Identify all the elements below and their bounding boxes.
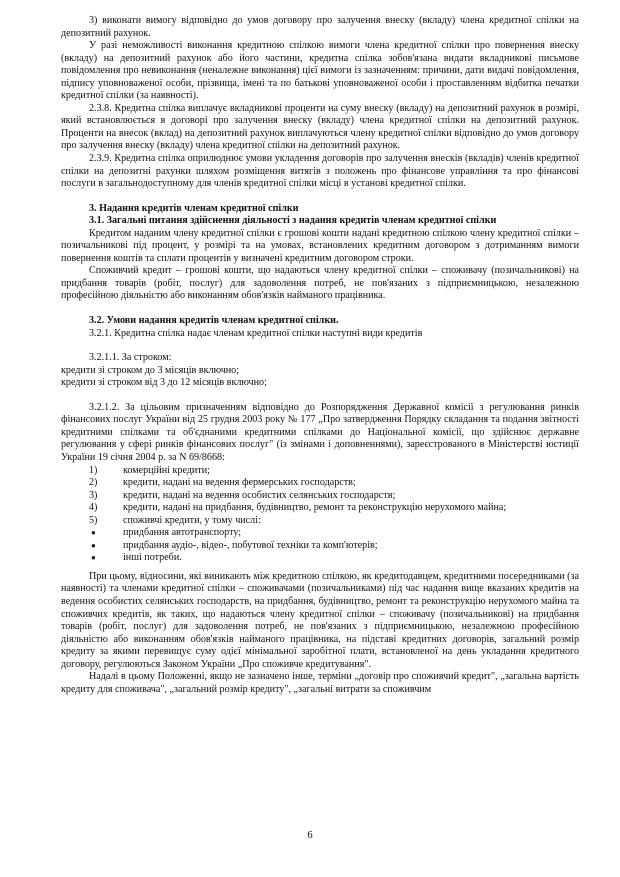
list-text: кредити, надані на ведення фермерських господарств; [123, 477, 356, 489]
list-item [61, 465, 579, 478]
list-item [61, 477, 579, 490]
bullet-icon: ● [91, 528, 96, 538]
paragraph-3-2-1-1: 3.2.1.1. За строком: [89, 352, 172, 364]
section-heading-3: 3. Надання кредитів членам кредитної спілки [89, 202, 299, 214]
list-text: споживчі кредити, у тому числі: [123, 514, 261, 526]
bullet-text: інші потреби. [123, 552, 182, 564]
list-item [61, 515, 579, 528]
term-item-1: кредити зі строком до 3 місяців включно; [61, 364, 240, 376]
consumer-subtypes-list [61, 527, 579, 565]
list-text: кредити, надані на ведення особистих селянських господарств; [123, 489, 396, 501]
list-item [61, 490, 579, 503]
list-number: 3) [89, 489, 98, 501]
paragraph-relations: При цьому, відносини, які виникають між кредитною спілкою, як кредитодавцем, кредитними посередниками (за наявності) та членами кредитної спілки – споживачами (позичальниками) під час надання вище вказаних кредитів на ведення особистих селянських господарств, на придбання, будівництво, ремонт та реконструкцію нерухомого майна та споживчих кредитів, як таких, що надаються члену кредитної спілки – споживачу (позичальникові) на придбання товарів (робіт, послуг) для задоволення потреб, не пов'язаних з підприємницькою, незалежною професійною діяльністю або виконанням обов'язків найманого працівника, на підставі кредитних договорів, загальний розмір кредиту за якими перевищує суму одієї мінімальної заробітної плати, встановленої на день укладання кредитного договору, регулюються Законом України „Про споживче кредитування". [61, 570, 579, 670]
paragraph-top-continuation: 3) виконати вимогу відповідно до умов договору про залучення внеску (вкладу) члена кредитної спілки на депозитний рахунок. [61, 15, 579, 39]
paragraph-terms: Надалі в цьому Положенні, якщо не зазначено інше, терміни „договір про споживчий кредит", „загальна вартість кредиту для споживача", „загальний розмір кредиту", „загальні витрати за споживчим [61, 671, 579, 695]
list-text: комерційні кредити; [123, 464, 210, 476]
bullet-item [61, 540, 579, 553]
bullet-icon: ● [91, 553, 96, 563]
term-item-2: кредити зі строком від 3 до 12 місяців включно; [61, 377, 267, 389]
paragraph-3-2-1: 3.2.1. Кредитна спілка надає членам кредитної спілки наступні види кредитів [89, 327, 423, 339]
subsection-heading-3-1: 3.1. Загальні питання здійснення діяльності з надання кредитів членам кредитної спілки [89, 215, 497, 227]
paragraph-credit-definition: Кредитом наданим члену кредитної спілки є грошові кошти надані кредитною спілкою члену кредитної спілки – позичальникові під процент, у розмірі та на умовах, встановлених кредитним договором з дотриманням вимоги повернення коштів та сплати процентів у визначені кредитним договором строки. [61, 227, 579, 264]
list-text: кредити, надані на придбання, будівництво, ремонт та реконструкцію нерухомого майна; [123, 502, 507, 514]
bullet-text: придбання автотранспорту; [123, 527, 242, 539]
subsection-heading-3-2: 3.2. Умови надання кредитів членам кредитної спілки. [89, 315, 339, 327]
page-number: 6 [307, 830, 313, 841]
bullet-item [61, 527, 579, 540]
list-item [61, 502, 579, 515]
paragraph-3-2-1-2: 3.2.1.2. За цільовим призначенням відповідно до Розпорядження Державної комісії з регулювання ринків фінансових послуг України від 25 грудня 2003 року № 177 „Про затвердження Порядку складання та подання звітності кредитними спілками та об'єднаними кредитними спілками до Національної комісії, що здійснює державне регулювання у сфері ринків фінансових послуг" (із змінами і доповненнями), зареєстрованого в Міністерстві юстиції України 19 січня 2004 р. за N 69/8668: [61, 401, 579, 463]
bullet-icon: ● [91, 540, 96, 550]
list-number: 2) [89, 477, 98, 489]
bullet-item [61, 552, 579, 565]
list-number: 5) [89, 514, 98, 526]
paragraph-2-3-9: 2.3.9. Кредитна спілка оприлюднює умови укладення договорів про залучення внесків (вкладів) членів кредитної спілки на депозитні рахунки шляхом розміщення витягів з положень про фінансове управління та про фінансові послуги в загальнодоступному для членів кредитної спілки місці в установі кредитної спілки. [61, 153, 579, 190]
list-number: 1) [89, 464, 98, 476]
paragraph-impossibility: У разі неможливості виконання кредитною спілкою вимоги члена кредитної спілки про повернення внеску (вкладу) на депозитний рахунок або його частини, кредитна спілка зобов'язана видати вкладникові письмове повідомлення про невиконання (неналежне виконання) цієї вимоги із зазначенням: причини, дати видачі повідомлення, підпису уповноваженої особи, прізвища, імені та по батькові уповноваженої особи і проставленням відбитка печатки кредитної спілки (за наявності). [61, 40, 579, 102]
list-number: 4) [89, 502, 98, 514]
paragraph-2-3-8: 2.3.8. Кредитна спілка виплачує вкладникові проценти на суму внеску (вкладу) на депозитний рахунок в розмірі, який встановлюється в договорі про залучення внеску (вкладу) члена кредитної спілки на депозитний рахунок. Проценти на внесок (вклад) на депозитний рахунок виплачуються члену кредитної спілки відповідно до умов договору про залучення внеску (вкладу) члена кредитної спілки на депозитний рахунок. [61, 102, 579, 152]
purpose-list [61, 465, 579, 528]
bullet-text: придбання аудіо-, відео-, побутової техніки та комп'ютерів; [123, 539, 378, 551]
page-content [61, 15, 579, 696]
paragraph-consumer-credit: Споживчий кредит – грошові кошти, що надаються члену кредитної спілки – споживачу (позичальникові) на придбання товарів (робіт, послуг) для задоволення потреб, не пов'язаних з підприємницькою, незалежною професійною діяльністю або виконанням обов'язків найманого працівника. [61, 265, 579, 302]
